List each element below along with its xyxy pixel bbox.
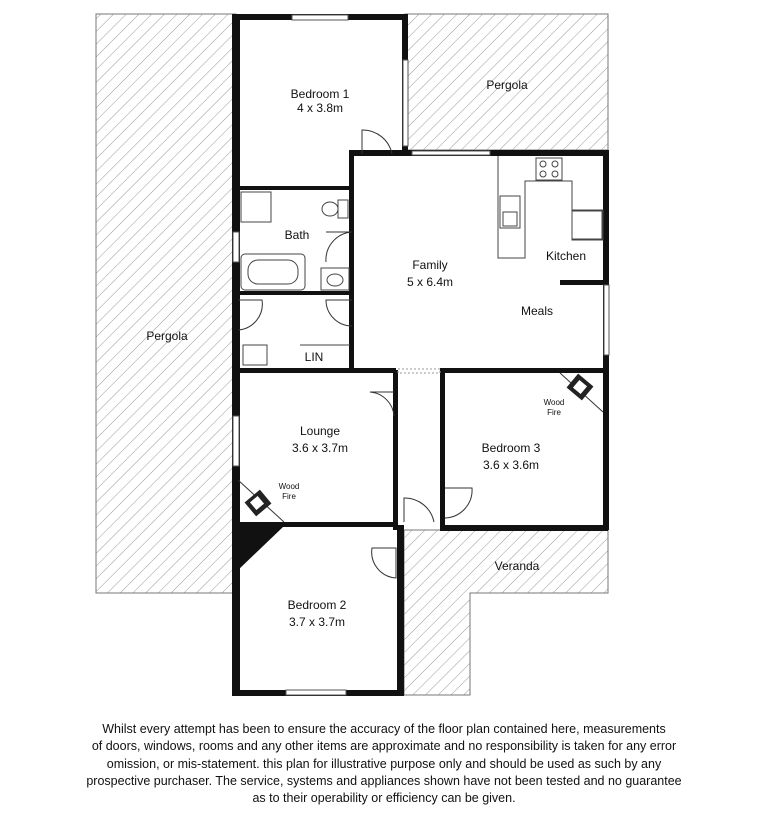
shower xyxy=(241,192,271,222)
window-meals-right xyxy=(604,285,609,355)
woodfire-bedroom3-label-1: Wood xyxy=(543,398,565,407)
disclaimer-line: as to their operability or efficiency can be given. xyxy=(252,791,516,806)
disclaimer-line: of doors, windows, rooms and any other items are approximate and no responsibility is taken for any error xyxy=(91,739,677,754)
door-gap-hall xyxy=(398,369,440,373)
bath-name: Bath xyxy=(284,228,310,242)
disclaimer-line: prospective purchaser. The service, systems and appliances shown have not been tested and no guarantee xyxy=(86,773,682,788)
meals-name: Meals xyxy=(520,304,554,318)
bedroom3-name: Bedroom 3 xyxy=(481,441,541,455)
disclaimer-line: Whilst every attempt has been to ensure the accuracy of the floor plan contained here, measurements xyxy=(102,722,666,736)
window-bedroom1-top xyxy=(292,15,348,20)
disclaimer xyxy=(70,721,698,807)
lin-name: LIN xyxy=(304,350,324,364)
bedroom2-size: 3.7 x 3.7m xyxy=(288,615,346,629)
pergola-left-area xyxy=(96,14,236,593)
pergola-left-label: Pergola xyxy=(146,329,188,343)
window-bedroom1-right xyxy=(403,60,408,146)
bedroom1-name: Bedroom 1 xyxy=(290,87,350,101)
veranda-label: Veranda xyxy=(494,559,540,573)
family-name: Family xyxy=(412,258,448,272)
bedroom1-size: 4 x 3.8m xyxy=(296,101,344,115)
window-bedroom2-bottom xyxy=(286,690,346,695)
bedroom3-size: 3.6 x 3.6m xyxy=(482,458,540,472)
lin-basin xyxy=(243,345,267,365)
kitchen-name: Kitchen xyxy=(545,249,587,263)
disclaimer-line: omission, or mis-statement. this plan for illustrative purpose only and should be used as such by any xyxy=(106,756,662,771)
veranda-area xyxy=(404,530,608,695)
bedroom2-name: Bedroom 2 xyxy=(287,598,347,612)
fridge xyxy=(572,211,602,239)
lounge-size: 3.6 x 3.7m xyxy=(291,441,349,455)
woodfire-bedroom3-label-2: Fire xyxy=(547,408,561,417)
cooktop xyxy=(536,158,562,180)
window-family-top xyxy=(412,151,490,155)
toilet xyxy=(338,200,348,218)
pergola-top-label: Pergola xyxy=(486,78,528,92)
family-size: 5 x 6.4m xyxy=(406,275,454,289)
window-lounge-left xyxy=(233,416,239,466)
woodfire-lounge-label-1: Wood xyxy=(278,482,300,491)
lounge-name: Lounge xyxy=(299,424,341,438)
window-bath-left xyxy=(233,232,239,262)
woodfire-lounge-label-2: Fire xyxy=(282,492,296,501)
